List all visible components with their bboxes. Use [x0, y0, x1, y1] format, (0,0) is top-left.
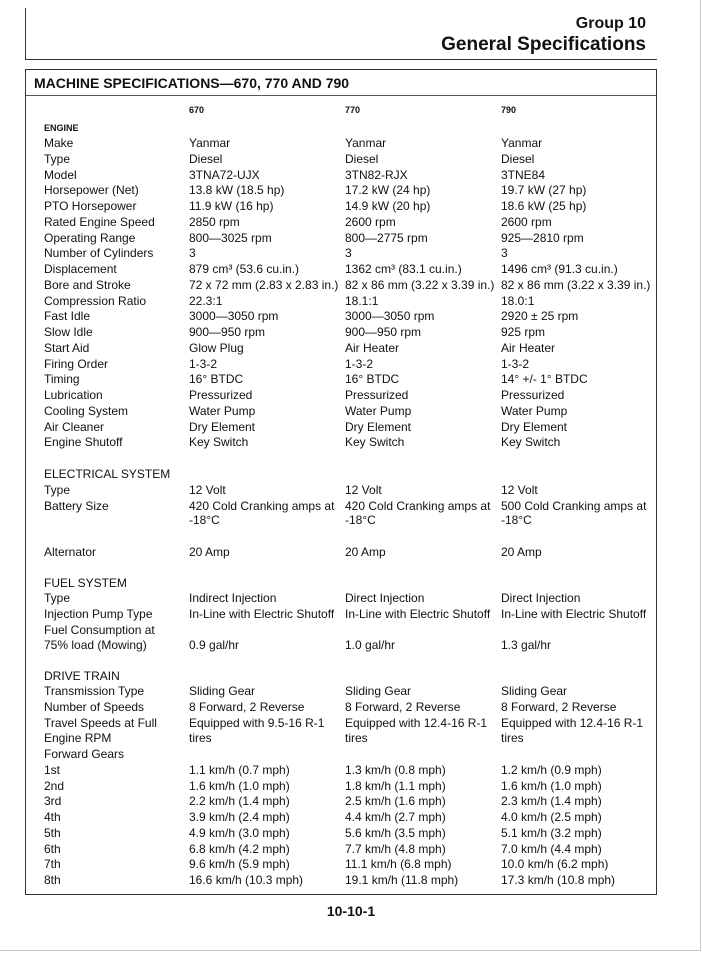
spec-value-670: 3.9 km/h (2.4 mph) [189, 810, 290, 824]
spec-value-770: Sliding Gear [345, 684, 412, 698]
spec-value-790: Air Heater [501, 340, 556, 355]
spec-value-790: 18.6 kW (25 hp) [501, 199, 587, 213]
spec-value-770: 19.1 km/h (11.8 mph) [345, 873, 459, 887]
spec-value-670: Dry Element [189, 419, 256, 434]
spec-value-790: 4.0 km/h (2.5 mph) [501, 810, 602, 824]
spec-value-790: 1.6 km/h (1.0 mph) [501, 779, 602, 793]
spec-label: Type [44, 591, 71, 605]
spec-value-790: 3 [501, 246, 508, 261]
spec-value-670: Equipped with 9.5-16 R-1 [189, 716, 325, 730]
spec-label: Cooling System [44, 403, 129, 418]
spec-label: Engine Shutoff [44, 435, 123, 450]
spec-value-790: 1-3-2 [501, 356, 530, 371]
page-number: 10-10-1 [326, 903, 376, 919]
spec-title-rule [26, 95, 656, 96]
spec-value-770: 420 Cold Cranking amps at -18°C [345, 499, 491, 527]
spec-value-670: 16.6 km/h (10.3 mph) [189, 873, 304, 887]
spec-value-770: Equipped with 12.4-16 R-1 [345, 716, 488, 730]
spec-label: 75% load (Mowing) [44, 638, 147, 652]
spec-value-790: 18.0:1 [501, 293, 535, 308]
spec-value-790: Yanmar [501, 136, 543, 150]
spec-value-790: Sliding Gear [501, 684, 568, 698]
spec-value-770: 12 Volt [345, 483, 382, 497]
spec-box [25, 69, 657, 895]
spec-value-670: 0.9 gal/hr [189, 638, 240, 652]
spec-label: Engine RPM [44, 731, 112, 745]
column-header-790: 790 [501, 105, 517, 115]
spec-label: Model [44, 167, 77, 182]
spec-label: Alternator [44, 545, 97, 559]
spec-label: Number of Speeds [44, 700, 145, 714]
spec-value-790: Direct Injection [501, 591, 581, 605]
spec-value-790: Pressurized [501, 388, 565, 402]
spec-value-790: 3TNE84 [501, 167, 546, 182]
spec-label: 5th [44, 826, 61, 840]
spec-label: Rated Engine Speed [44, 214, 155, 229]
spec-value-770: 900—950 rpm [345, 325, 422, 339]
spec-value-790: 82 x 86 mm (3.22 x 3.39 in.) [501, 277, 651, 292]
spec-value-770: 17.2 kW (24 hp) [345, 183, 431, 198]
spec-value-770: 18.1:1 [345, 293, 379, 308]
spec-value-670: 1.6 km/h (1.0 mph) [189, 779, 290, 793]
spec-value-670: 22.3:1 [189, 293, 223, 308]
spec-label: Firing Order [44, 356, 109, 371]
spec-value-790: 500 Cold Cranking amps at -18°C [501, 499, 647, 527]
spec-value-670: 420 Cold Cranking amps at -18°C [189, 499, 335, 527]
spec-value-770: 1-3-2 [345, 356, 374, 371]
spec-label: Slow Idle [44, 325, 93, 339]
spec-value-770: 3TN82-RJX [345, 167, 408, 182]
spec-value-790: 2.3 km/h (1.4 mph) [501, 794, 602, 808]
spec-value-770: 11.1 km/h (6.8 mph) [345, 857, 452, 871]
spec-label: Transmission Type [44, 684, 145, 698]
spec-value-770: 7.7 km/h (4.8 mph) [345, 842, 446, 856]
spec-value-770: 3000—3050 rpm [345, 309, 435, 324]
spec-value-770: 5.6 km/h (3.5 mph) [345, 826, 446, 840]
spec-value-670: 72 x 72 mm (2.83 x 2.83 in.) [189, 277, 339, 292]
spec-value-670: 6.8 km/h (4.2 mph) [189, 842, 290, 856]
spec-value-670: Sliding Gear [189, 684, 256, 698]
spec-value-670: 9.6 km/h (5.9 mph) [189, 857, 290, 871]
spec-value-770: 2600 rpm [345, 214, 396, 229]
spec-label: Compression Ratio [44, 293, 147, 308]
spec-value-770: 800—2775 rpm [345, 230, 428, 245]
spec-value-670: Glow Plug [189, 340, 244, 355]
spec-value-770: 1.0 gal/hr [345, 638, 396, 652]
spec-value-670: Indirect Injection [189, 591, 277, 605]
spec-value-770: Key Switch [345, 435, 405, 450]
spec-label: Lubrication [44, 388, 103, 402]
spec-value-670: 8 Forward, 2 Reverse [189, 700, 305, 714]
spec-value-790: 1.2 km/h (0.9 mph) [501, 763, 602, 777]
spec-value-790: 2600 rpm [501, 214, 552, 229]
spec-label: 2nd [44, 779, 65, 793]
spec-value-670: 2.2 km/h (1.4 mph) [189, 794, 290, 808]
spec-value-670: 16° BTDC [189, 372, 244, 387]
group-label: Group 10 [575, 15, 646, 32]
spec-value-670: 3000—3050 rpm [189, 309, 279, 324]
spec-label: PTO Horsepower [44, 199, 137, 213]
spec-value-670: 13.8 kW (18.5 hp) [189, 183, 285, 198]
spec-value-790: 1.3 gal/hr [501, 638, 552, 652]
header-rule-horizontal [25, 59, 657, 60]
spec-value-670: tires [189, 731, 212, 745]
spec-label: 1st [44, 763, 61, 777]
spec-value-670: 900—950 rpm [189, 325, 266, 339]
spec-label: Travel Speeds at Full [44, 716, 157, 730]
spec-label: Type [44, 151, 71, 166]
spec-label: Horsepower (Net) [44, 183, 139, 198]
spec-value-790: Equipped with 12.4-16 R-1 [501, 716, 644, 730]
spec-value-670: In-Line with Electric Shutoff [189, 607, 335, 621]
spec-value-670: Water Pump [189, 403, 256, 418]
spec-value-670: Yanmar [189, 136, 231, 150]
spec-value-790: Key Switch [501, 435, 561, 450]
spec-value-670: 1-3-2 [189, 356, 218, 371]
spec-value-770: 1.3 km/h (0.8 mph) [345, 763, 446, 777]
spec-value-670: 20 Amp [189, 545, 230, 559]
spec-value-790: 12 Volt [501, 483, 538, 497]
spec-label: Start Aid [44, 340, 90, 355]
spec-value-670: 11.9 kW (16 hp) [189, 199, 274, 213]
spec-label: 6th [44, 842, 61, 856]
spec-value-790: 2920 ± 25 rpm [501, 309, 579, 324]
spec-value-770: 4.4 km/h (2.7 mph) [345, 810, 446, 824]
spec-value-790: 19.7 kW (27 hp) [501, 183, 587, 198]
spec-label: 7th [44, 857, 61, 871]
column-header-670: 670 [189, 105, 205, 115]
spec-label: Injection Pump Type [44, 607, 153, 621]
spec-value-790: 20 Amp [501, 545, 542, 559]
spec-value-770: tires [345, 731, 368, 745]
spec-label: Timing [44, 372, 80, 387]
spec-value-790: 8 Forward, 2 Reverse [501, 700, 617, 714]
spec-label: 8th [44, 873, 61, 887]
spec-value-770: Dry Element [345, 419, 412, 434]
spec-value-790: 7.0 km/h (4.4 mph) [501, 842, 602, 856]
spec-value-670: Diesel [189, 151, 223, 166]
spec-value-670: 4.9 km/h (3.0 mph) [189, 826, 290, 840]
spec-value-790: In-Line with Electric Shutoff [501, 607, 647, 621]
spec-value-770: Air Heater [345, 340, 400, 355]
spec-value-670: 3TNA72-UJX [189, 167, 260, 182]
spec-value-770: Direct Injection [345, 591, 425, 605]
section-heading-electrical: ELECTRICAL SYSTEM [44, 467, 171, 481]
spec-value-770: Yanmar [345, 136, 387, 150]
spec-label: Bore and Stroke [44, 277, 131, 292]
spec-value-790: 17.3 km/h (10.8 mph) [501, 873, 616, 887]
spec-label: Air Cleaner [44, 419, 105, 434]
spec-value-790: tires [501, 731, 524, 745]
header-rule-vertical [25, 8, 26, 60]
spec-value-670: 1.1 km/h (0.7 mph) [189, 763, 290, 777]
spec-label: 4th [44, 810, 61, 824]
spec-value-670: Pressurized [189, 388, 253, 402]
spec-value-770: 1.8 km/h (1.1 mph) [345, 779, 446, 793]
spec-label: Battery Size [44, 499, 109, 513]
section-title: General Specifications [441, 34, 646, 55]
spec-value-790: 14° +/- 1° BTDC [501, 372, 588, 387]
spec-value-790: Water Pump [501, 403, 568, 418]
spec-value-670: 3 [189, 246, 196, 261]
spec-value-670: 12 Volt [189, 483, 226, 497]
spec-value-670: 2850 rpm [189, 214, 240, 229]
spec-label: Type [44, 483, 71, 497]
section-heading-engine: ENGINE [44, 123, 79, 133]
spec-value-670: Key Switch [189, 435, 249, 450]
spec-value-770: 1362 cm³ (83.1 cu.in.) [345, 262, 462, 276]
spec-value-790: 5.1 km/h (3.2 mph) [501, 826, 602, 840]
spec-label: Fuel Consumption at [44, 623, 155, 637]
spec-value-770: 82 x 86 mm (3.22 x 3.39 in.) [345, 277, 495, 292]
spec-value-790: 925—2810 rpm [501, 230, 584, 245]
section-heading-drive-train: DRIVE TRAIN [44, 669, 120, 683]
spec-label: Make [44, 136, 74, 150]
spec-value-770: 20 Amp [345, 545, 386, 559]
spec-value-790: 925 rpm [501, 325, 546, 339]
spec-value-790: Diesel [501, 151, 535, 166]
spec-value-670: 800—3025 rpm [189, 230, 272, 245]
spec-value-770: In-Line with Electric Shutoff [345, 607, 491, 621]
spec-value-770: Water Pump [345, 403, 412, 418]
spec-label: Number of Cylinders [44, 246, 154, 261]
spec-label: Operating Range [44, 230, 136, 245]
spec-value-770: 8 Forward, 2 Reverse [345, 700, 461, 714]
spec-value-770: Pressurized [345, 388, 409, 402]
spec-value-790: 1496 cm³ (91.3 cu.in.) [501, 262, 618, 276]
spec-value-770: 2.5 km/h (1.6 mph) [345, 794, 446, 808]
spec-title: MACHINE SPECIFICATIONS—670, 770 AND 790 [34, 75, 350, 91]
column-header-770: 770 [345, 105, 361, 115]
spec-value-670: 879 cm³ (53.6 cu.in.) [189, 262, 300, 276]
spec-label: Displacement [44, 262, 117, 276]
spec-value-770: 3 [345, 246, 352, 261]
spec-value-770: 16° BTDC [345, 372, 400, 387]
spec-label: 3rd [44, 794, 62, 808]
spec-label: Fast Idle [44, 309, 91, 324]
spec-label: Forward Gears [44, 747, 125, 761]
section-heading-fuel: FUEL SYSTEM [44, 576, 127, 590]
spec-value-790: Dry Element [501, 419, 568, 434]
spec-value-770: Diesel [345, 151, 379, 166]
spec-value-790: 10.0 km/h (6.2 mph) [501, 857, 609, 871]
spec-value-770: 14.9 kW (20 hp) [345, 199, 431, 213]
